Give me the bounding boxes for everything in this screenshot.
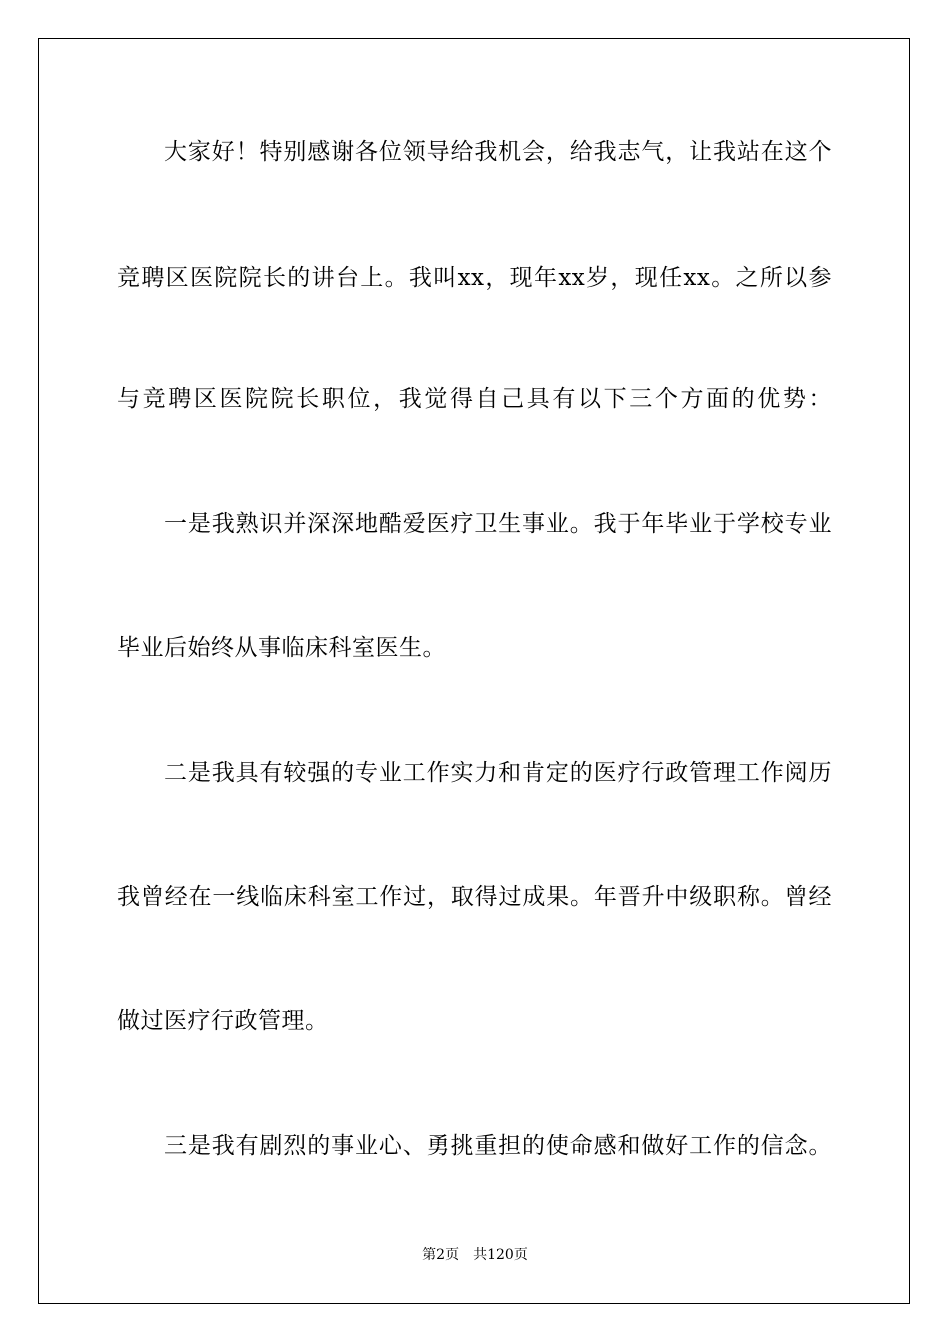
page-border — [38, 38, 910, 1304]
body-line-4: 一是我熟识并深深地酷爱医疗卫生事业。我于年毕业于学校专业 — [164, 511, 832, 537]
body-line-7: 我曾经在一线临床科室工作过，取得过成果。年晋升中级职称。曾经 — [117, 884, 832, 910]
body-line-1: 大家好！特别感谢各位领导给我机会，给我志气，让我站在这个 — [164, 139, 832, 165]
body-line-6: 二是我具有较强的专业工作实力和肯定的医疗行政管理工作阅历 — [164, 760, 832, 786]
body-line-5: 毕业后始终从事临床科室医生。 — [117, 635, 446, 661]
page-total: 共120页 — [473, 1247, 528, 1263]
body-line-2: 竞聘区医院院长的讲台上。我叫xx，现年xx岁，现任xx。之所以参 — [117, 265, 832, 291]
body-line-8: 做过医疗行政管理。 — [117, 1008, 329, 1034]
page-footer — [0, 1246, 950, 1264]
body-line-9: 三是我有剧烈的事业心、勇挑重担的使命感和做好工作的信念。 — [164, 1133, 832, 1159]
body-line-3: 与竞聘区医院院长职位，我觉得自己具有以下三个方面的优势： — [117, 386, 832, 412]
page-number: 第2页 — [422, 1247, 460, 1263]
